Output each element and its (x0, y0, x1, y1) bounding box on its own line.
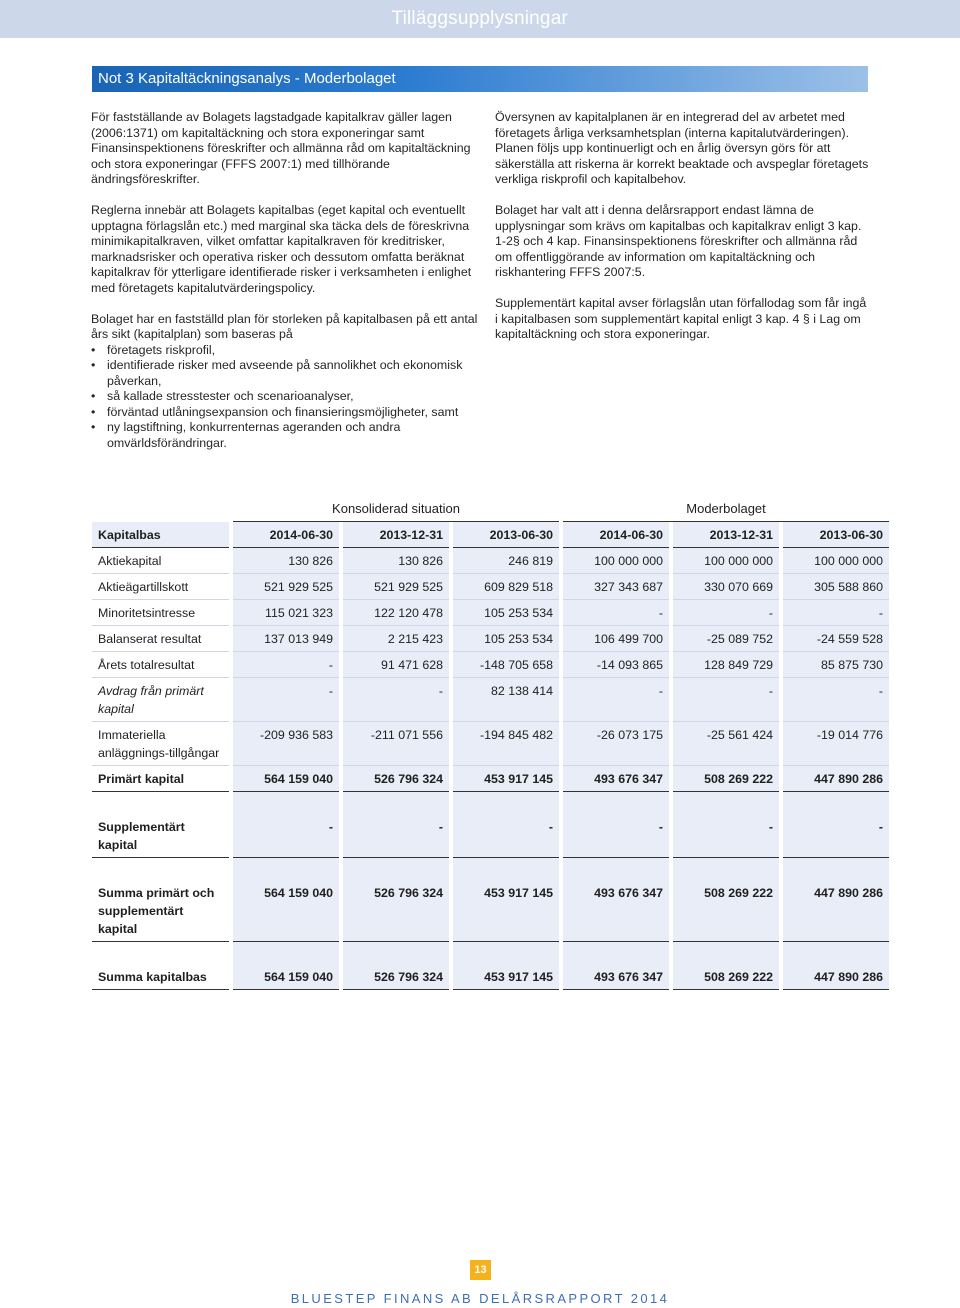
row-label: Aktiekapital (92, 548, 229, 574)
group-header-row (92, 498, 889, 522)
table-cell: - (783, 814, 889, 858)
table-cell: 82 138 414 (453, 678, 559, 722)
paragraph: Bolaget har en fastställd plan för storleken på kapitalbasen på ett antal års sikt (kapitalplan) som baseras på (91, 311, 478, 341)
note-title-bar (92, 66, 868, 92)
group-header-consolidated: Konsoliderad situation (233, 498, 559, 522)
table-cell: 447 890 286 (783, 766, 889, 792)
column-header: 2013-06-30 (783, 522, 889, 548)
column-header: 2014-06-30 (233, 522, 339, 548)
table-cell: 493 676 347 (563, 766, 669, 792)
table-cell: 564 159 040 (233, 766, 339, 792)
table-cell: 105 253 534 (453, 600, 559, 626)
table-cell: - (673, 814, 779, 858)
table-cell: 609 829 518 (453, 574, 559, 600)
top-header-band (0, 0, 960, 38)
table-cell: - (783, 600, 889, 626)
capital-table-wrapper (92, 498, 884, 990)
paragraph: För fastställande av Bolagets lagstadgade kapitalkrav gäller lagen (2006:1371) om kapitaltäckning och stora exponeringar samt Finansinspektionens föreskrifter och allmänna råd om kapitaltäckning och stora exponeringar (FFFS 2007:1) med tillhörande ändringsföreskrifter. (91, 110, 471, 186)
bullet-list (91, 343, 483, 452)
table-cell: -148 705 658 (453, 652, 559, 678)
table-cell: - (343, 814, 449, 858)
table-row-sum-primary-supplementary (92, 880, 889, 942)
table-row (92, 626, 889, 652)
table-spacer (92, 942, 889, 964)
table-cell: 521 929 525 (343, 574, 449, 600)
section-title: Tilläggsupplysningar (391, 8, 568, 29)
paragraph: Reglerna innebär att Bolagets kapitalbas (eget kapital och eventuellt upptagna förlagslån etc.) med marginal ska täcka dels de föreskrivna minimikapitalkraven, vilket omfattar kapitalkraven för kreditrisker, marknadsrisker och operativa risker och dessutom omfatta beräknat kapitalkrav för ytterligare identifierade risker i verksamheten i enlighet med företagets kapitalutvärderingspolicy. (91, 203, 472, 295)
table-cell: 526 796 324 (343, 964, 449, 990)
table-row-sum-capital-base (92, 964, 889, 990)
column-header: 2013-12-31 (673, 522, 779, 548)
table-cell: - (453, 814, 559, 858)
table-cell: -19 014 776 (783, 722, 889, 766)
table-row (92, 652, 889, 678)
table-cell: 100 000 000 (673, 548, 779, 574)
table-cell: 246 819 (453, 548, 559, 574)
table-cell: - (233, 652, 339, 678)
list-item: • företagets riskprofil, (91, 343, 483, 359)
table-cell: 137 013 949 (233, 626, 339, 652)
paragraph: Översynen av kapitalplanen är en integrerad del av arbetet med företagets årliga verksamhetsplan (interna kapitalutvärderingen). Planen följs upp kontinuerligt och en årlig översyn görs för att säkerställa att riskerna är korrekt beaktade och avspeglar företagets verkliga riskprofil och kapitalbehov. (495, 110, 869, 186)
list-item: • identifierade risker med avseende på sannolikhet och ekonomisk påverkan, (91, 358, 483, 389)
table-cell: - (233, 678, 339, 722)
table-cell: 130 826 (233, 548, 339, 574)
table-row (92, 548, 889, 574)
table-cell: 106 499 700 (563, 626, 669, 652)
table-cell: -209 936 583 (233, 722, 339, 766)
table-cell: 305 588 860 (783, 574, 889, 600)
table-cell: -14 093 865 (563, 652, 669, 678)
table-cell: -194 845 482 (453, 722, 559, 766)
table-cell: 521 929 525 (233, 574, 339, 600)
column-header: 2013-12-31 (343, 522, 449, 548)
table-cell: 453 917 145 (453, 766, 559, 792)
table-cell: 330 070 669 (673, 574, 779, 600)
table-cell: -26 073 175 (563, 722, 669, 766)
table-cell: 128 849 729 (673, 652, 779, 678)
row-label: Supplementärt kapital (92, 814, 229, 858)
row-label: Immateriella anläggnings-tillgångar (92, 722, 229, 766)
paragraph: Bolaget har valt att i denna delårsrapport endast lämna de upplysningar som krävs om kapitalbas och kapitalkrav enligt 3 kap. 1-2§ och 4 kap. Finansinspektionens föreskrifter och allmänna råd om offentliggörande av information om kapitaltäckning och riskhantering FFFS 2007:5. (495, 203, 862, 279)
row-label: Primärt kapital (92, 766, 229, 792)
table-cell: 91 471 628 (343, 652, 449, 678)
table-cell: 447 890 286 (783, 964, 889, 990)
table-cell: - (563, 678, 669, 722)
note-title: Not 3 Kapitaltäckningsanalys - Moderbolaget (98, 70, 396, 87)
table-cell: 327 343 687 (563, 574, 669, 600)
table-cell: 100 000 000 (563, 548, 669, 574)
table-row (92, 574, 889, 600)
table-cell: 508 269 222 (673, 964, 779, 990)
list-item: • förväntad utlåningsexpansion och finansieringsmöjligheter, samt (91, 405, 483, 421)
row-label: Summa kapitalbas (92, 964, 229, 990)
table-cell: 508 269 222 (673, 766, 779, 792)
table-spacer (92, 858, 889, 880)
table-cell: -211 071 556 (343, 722, 449, 766)
table-cell: 115 021 323 (233, 600, 339, 626)
row-label: Aktieägartillskott (92, 574, 229, 600)
table-cell: 122 120 478 (343, 600, 449, 626)
table-cell: 564 159 040 (233, 880, 339, 942)
list-item: • ny lagstiftning, konkurrenternas ageranden och andra omvärldsförändringar. (91, 420, 483, 451)
table-spacer (92, 792, 889, 814)
row-label: Avdrag från primärt kapital (92, 678, 229, 722)
table-cell: 508 269 222 (673, 880, 779, 942)
capital-base-table (88, 498, 893, 990)
table-row-primary-capital (92, 766, 889, 792)
group-header-parent: Moderbolaget (563, 498, 889, 522)
table-cell: 493 676 347 (563, 880, 669, 942)
table-cell: 447 890 286 (783, 880, 889, 942)
table-cell: - (783, 678, 889, 722)
table-row-supplementary-capital (92, 814, 889, 858)
table-cell: 453 917 145 (453, 964, 559, 990)
table-cell: 564 159 040 (233, 964, 339, 990)
table-cell: 100 000 000 (783, 548, 889, 574)
row-label: Summa primärt och supplementärt kapital (92, 880, 229, 942)
row-label: Minoritetsintresse (92, 600, 229, 626)
table-row (92, 600, 889, 626)
right-text-column (495, 110, 870, 358)
table-cell: 130 826 (343, 548, 449, 574)
row-label: Balanserat resultat (92, 626, 229, 652)
left-text-column (91, 110, 483, 451)
table-cell: -24 559 528 (783, 626, 889, 652)
page-number-badge: 13 (470, 1260, 491, 1280)
table-row (92, 722, 889, 766)
header-label: Kapitalbas (92, 522, 229, 548)
list-item: • så kallade stresstester och scenarioanalyser, (91, 389, 483, 405)
table-cell: 526 796 324 (343, 766, 449, 792)
column-header: 2013-06-30 (453, 522, 559, 548)
table-cell: 526 796 324 (343, 880, 449, 942)
column-header: 2014-06-30 (563, 522, 669, 548)
table-cell: 2 215 423 (343, 626, 449, 652)
row-label: Årets totalresultat (92, 652, 229, 678)
table-cell: - (563, 814, 669, 858)
table-cell: 453 917 145 (453, 880, 559, 942)
table-cell: - (673, 600, 779, 626)
table-cell: -25 089 752 (673, 626, 779, 652)
footer-text: BLUESTEP FINANS AB DELÅRSRAPPORT 2014 (290, 1291, 670, 1306)
table-cell: 105 253 534 (453, 626, 559, 652)
table-cell: -25 561 424 (673, 722, 779, 766)
table-cell: - (673, 678, 779, 722)
table-cell: 493 676 347 (563, 964, 669, 990)
table-cell: - (343, 678, 449, 722)
paragraph: Supplementärt kapital avser förlagslån utan förfallodag som får ingå i kapitalbasen som supplementärt kapital enligt 3 kap. 4 § i Lag om kapitaltäckning och stora exponeringar. (495, 296, 867, 341)
table-header-row (92, 522, 889, 548)
table-cell: - (233, 814, 339, 858)
table-cell: 85 875 730 (783, 652, 889, 678)
table-cell: - (563, 600, 669, 626)
table-row (92, 678, 889, 722)
